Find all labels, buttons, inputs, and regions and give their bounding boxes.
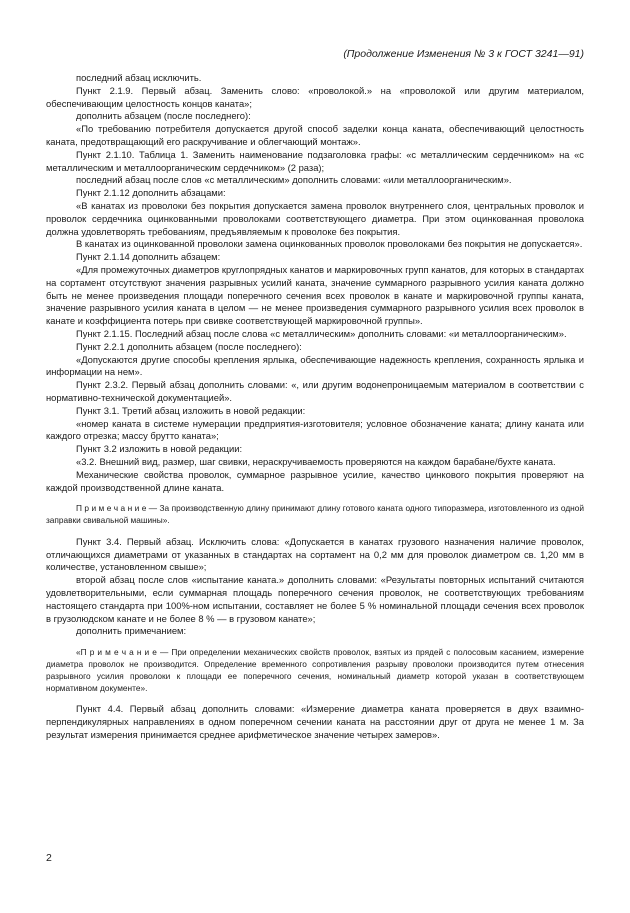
paragraph: «3.2. Внешний вид, размер, шаг свивки, нераскручиваемость проверяются на каждом барабане/бухте каната.: [76, 455, 556, 467]
paragraph: Пункт 2.1.10. Таблица 1. Заменить наименование подзаголовка графы: «с металлическим сердечником» на «с металлическим и металлоорганическим сердечником» (2 раза);: [46, 148, 584, 173]
note-paragraph: «П р и м е ч а н и е — При определении механических свойств проволок, взятых из прядей с полосовым касанием, измерение диаметра проволок не производится. Определение временного сопротивления разрыву проволоки производится путем отнесения разрывного усилия проволоки к площади ее поперечного сечения, номинальный диаметр которой указан в соответствующем нормативном документе».: [46, 647, 584, 693]
paragraph: «По требованию потребителя допускается другой способ заделки конца каната, обеспечивающий целостность каната, предотвращающий его раскручивание и облегчающий монтаж».: [46, 123, 584, 147]
paragraph: Пункт 2.1.9. Первый абзац. Заменить слово: «проволокой.» на «проволокой или другим материалом, обеспечивающим целостность концов каната»;: [46, 84, 584, 109]
paragraph: Механические свойства проволок, суммарное разрывное усилие, качество цинкового покрытия проверяют на каждой производственной длине каната.: [46, 468, 584, 493]
paragraph: Пункт 4.4. Первый абзац дополнить словами: «Измерение диаметра каната проверяется в двух взаимно-перпендикулярных направлениях в одном поперечном сечении каната на расстоянии друг от друга не менее 1 м. За результат измерения принимается среднее арифметическое значение четырех замеров».: [46, 703, 584, 741]
paragraph: Пункт 3.4. Первый абзац. Исключить слова: «Допускается в канатах грузового назначения наличие проволок, отличающихся диаметрами от указанных в стандартах на сортамент на 0,2 мм для проволок диаметром св. 1,20 мм в количестве, установленном свыше»;: [46, 535, 584, 573]
page-number: 2: [46, 852, 52, 864]
paragraph: Пункт 2.1.14 дополнить абзацем:: [76, 251, 221, 263]
paragraph: В канатах из оцинкованной проволоки замена оцинкованных проволок проволоками без покрытия не допускается».: [76, 238, 583, 250]
paragraph: последний абзац после слов «с металлическим» дополнить словами: «или металлоорганическим».: [76, 174, 512, 186]
paragraph: последний абзац исключить.: [76, 72, 202, 83]
paragraph: «В канатах из проволоки без покрытия допускается замена проволок внутреннего слоя, центральных проволок и проволок сердечника оцинкованными проволоками соответствующего диаметра. При этом оцинкованная проволока должна удовлетворять требованиям, предъявляемым к проволоке без покрытия.: [46, 199, 584, 237]
note-paragraph: П р и м е ч а н и е — За производственную длину принимают длину готового каната одного типоразмера, изготовленного из одной заправки свивальной машины».: [46, 503, 584, 526]
paragraph: «Допускаются другие способы крепления ярлыка, обеспечивающие надежность крепления, сохранность ярлыка и информации на нем».: [46, 353, 584, 378]
paragraph: Пункт 3.2 изложить в новой редакции:: [76, 443, 243, 455]
paragraph: «номер каната в системе нумерации предприятия-изготовителя; условное обозначение каната; длину каната или каждого отрезка; массу брутто каната»;: [46, 417, 584, 442]
paragraph: Пункт 2.3.2. Первый абзац дополнить словами: «, или другим водонепроницаемым материалом в соответствии с нормативно-технической документацией».: [46, 379, 584, 403]
document-body: [46, 72, 584, 742]
page-header: (Продолжение Изменения № 3 к ГОСТ 3241—91): [343, 48, 584, 60]
paragraph: Пункт 3.1. Третий абзац изложить в новой редакции:: [76, 404, 306, 416]
paragraph: «Для промежуточных диаметров круглопрядных канатов и маркировочных групп канатов, для которых в стандартах на сортамент отсутствуют значения разрывных усилий каната, значение суммарного разрывного усилия каната должно быть не менее произведения площади поперечного сечения всех проволок в канате и маркировочной группы каната, значение разрывного усилия каната в целом — не менее произведения суммарного разрывного усилия всех проволок в канате и коэффициента потерь при свивке соответствующей маркировочной группы».: [46, 263, 584, 327]
paragraph: дополнить примечанием:: [76, 625, 187, 637]
paragraph: дополнить абзацем (после последнего):: [76, 110, 251, 122]
paragraph: Пункт 2.1.12 дополнить абзацами:: [76, 187, 226, 199]
paragraph: Пункт 2.1.15. Последний абзац после слова «с металлическим» дополнить словами: «и металлоорганическим».: [76, 327, 567, 339]
paragraph: Пункт 2.2.1 дополнить абзацем (после последнего):: [76, 340, 302, 352]
paragraph: второй абзац после слов «испытание каната.» дополнить словами: «Результаты повторных испытаний считаются удовлетворительными, если суммарная площадь поперечного сечения проволок, не соответствующих требованиям настоящего стандарта при 100%-ном испытании, составляет не более 5 % номинальной площади сечения всех проволок в грузолюдском канате и не более 8 % — в грузовом канате»;: [46, 574, 584, 624]
